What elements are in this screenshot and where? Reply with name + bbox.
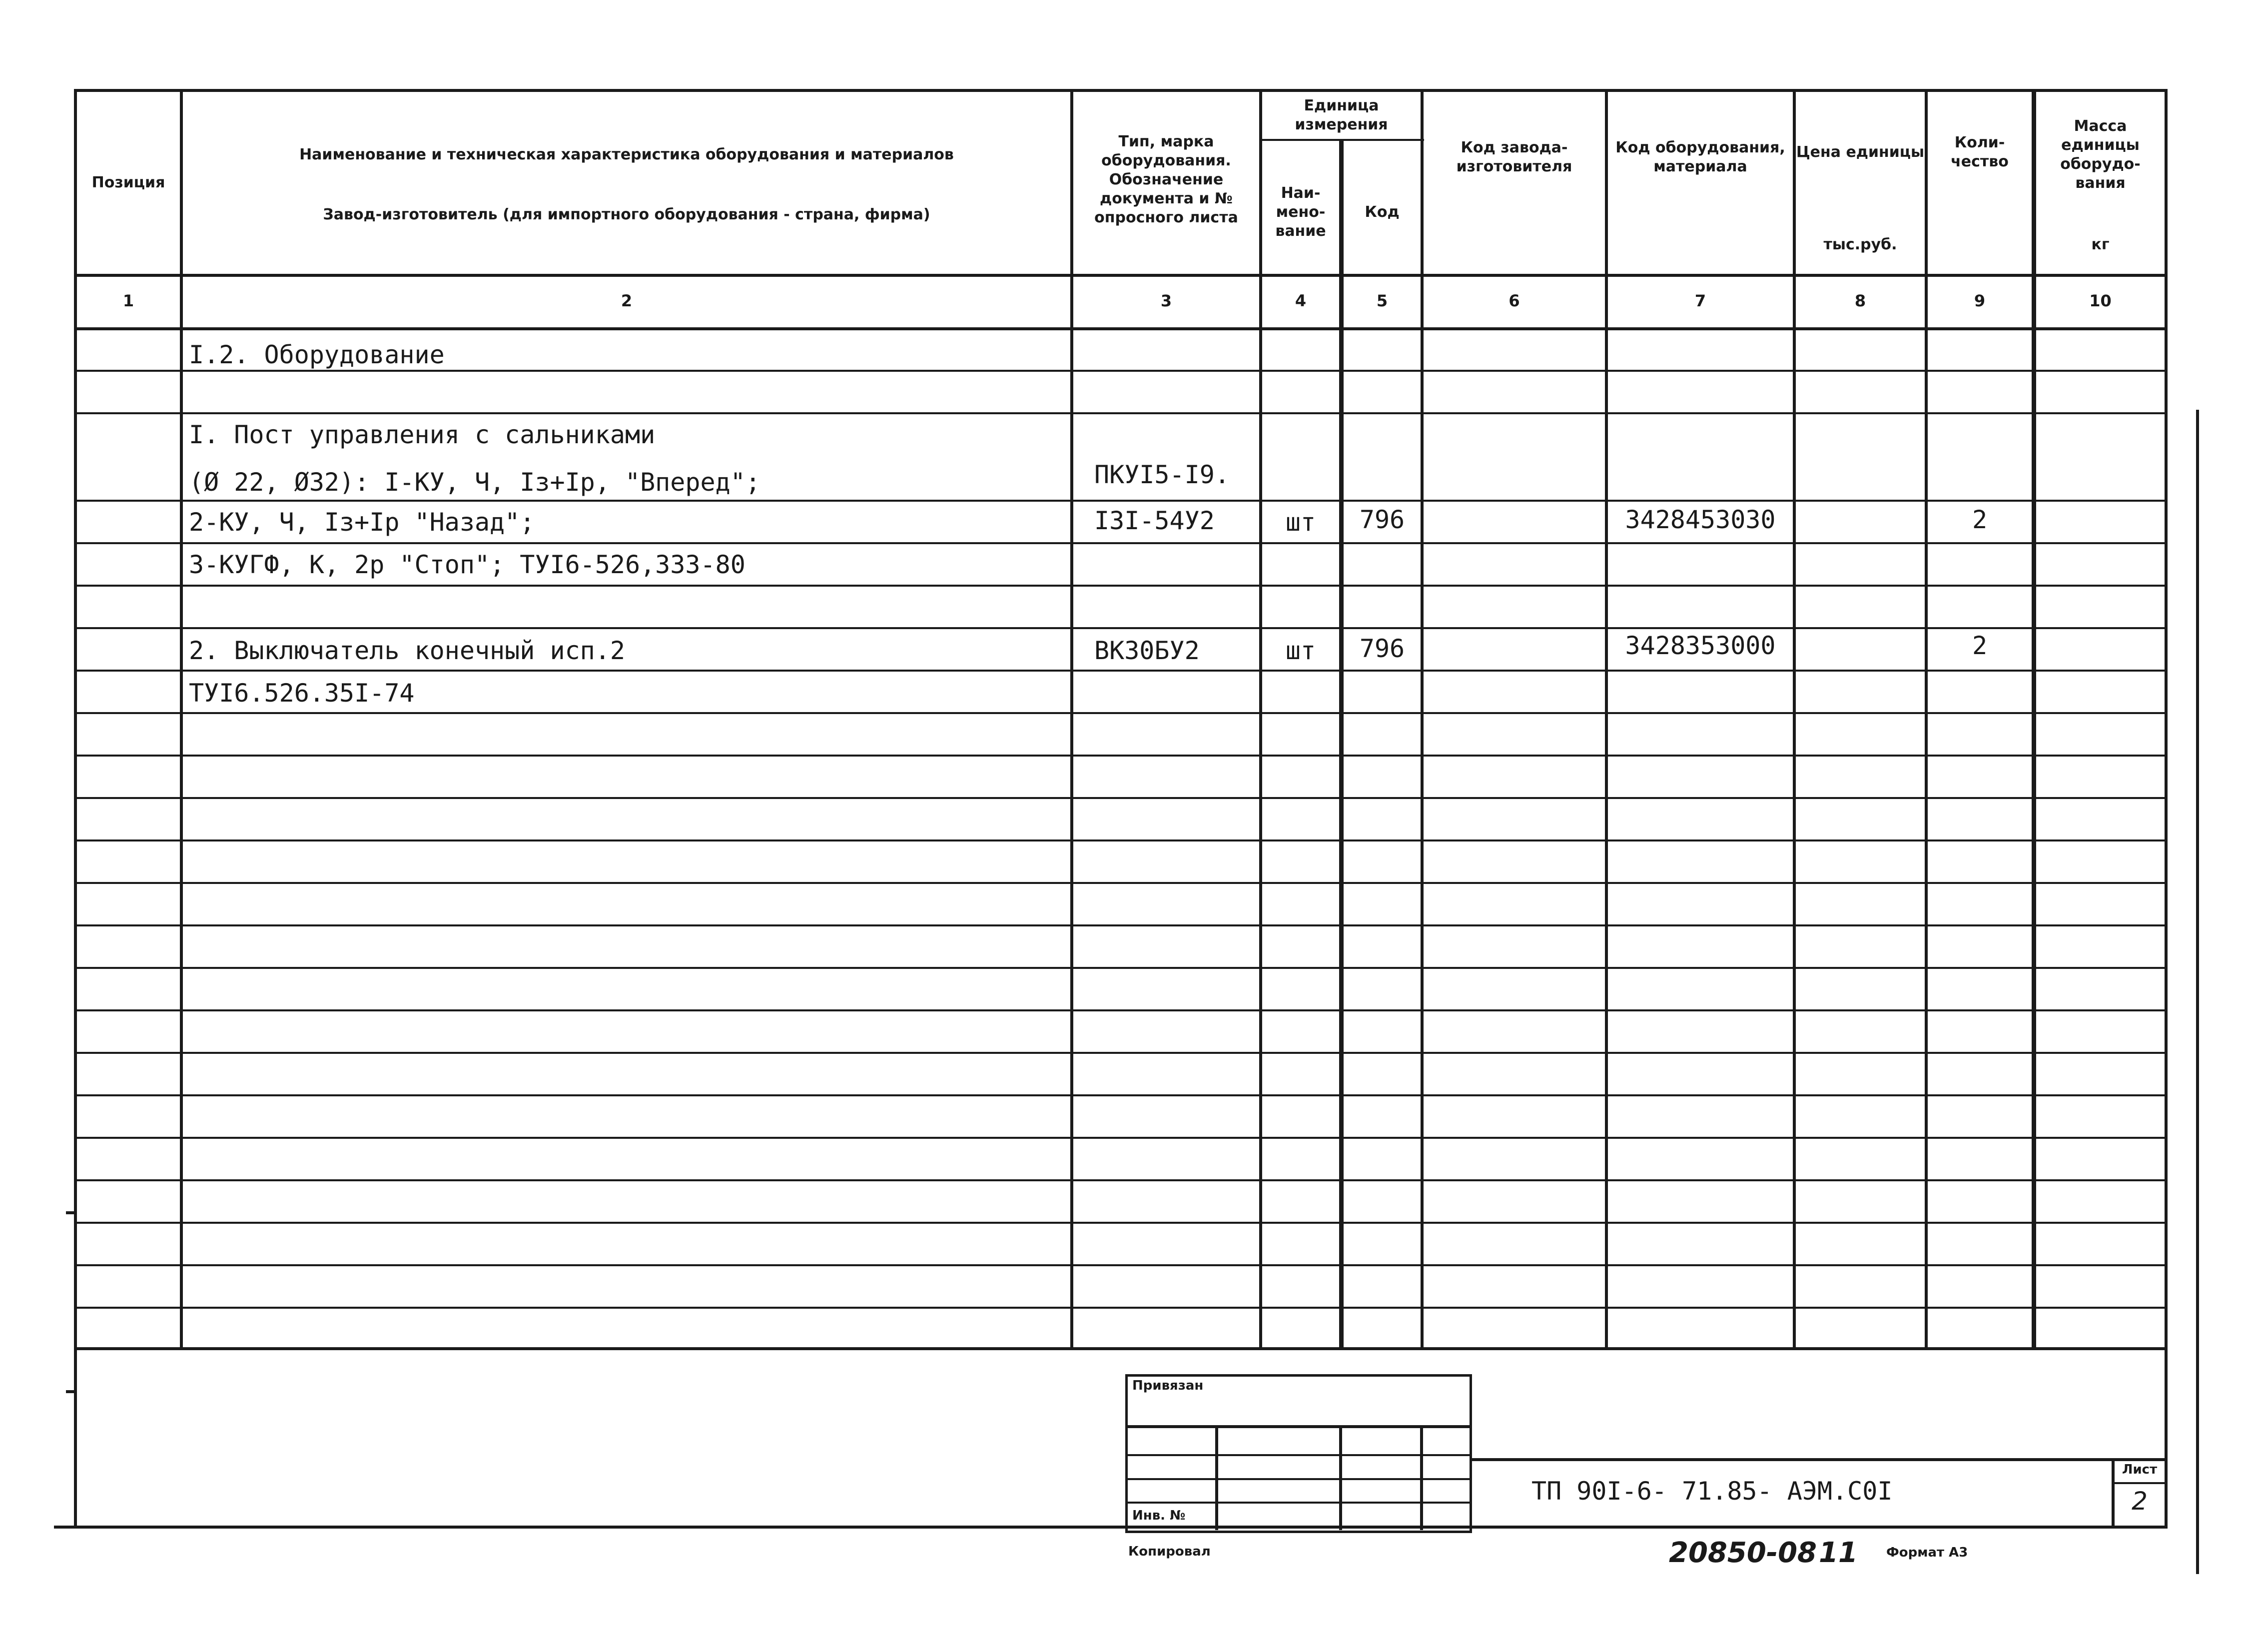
row-line <box>74 1222 2168 1224</box>
item1-unit-name: шт <box>1285 508 1316 537</box>
stamp-inv-label: Инв. № <box>1132 1508 1186 1523</box>
row-line <box>74 1009 2168 1011</box>
col-line <box>1421 89 1424 1350</box>
item1-quantity: 2 <box>1972 505 1988 534</box>
item1-type-line1: ПКУI5-I9. <box>1094 460 1230 489</box>
row-line <box>74 755 2168 757</box>
row-line <box>74 500 2168 502</box>
row-line <box>74 412 2168 414</box>
row-line <box>74 882 2168 884</box>
row-line <box>74 839 2168 841</box>
sheet-col-line <box>2112 1458 2115 1529</box>
stamp-col <box>1420 1425 1423 1530</box>
row-line <box>74 1052 2168 1054</box>
archive-number: 20850-08 <box>1669 1537 1817 1569</box>
item1-line4: 3-КУГФ, К, 2р "Стоп"; ТУI6-526,333-80 <box>189 550 746 579</box>
header-quantity: Коли-чество <box>1951 134 2009 170</box>
row-line <box>74 924 2168 926</box>
margin-tick <box>66 1390 77 1393</box>
header-mass-unit: кг <box>2091 236 2110 253</box>
header-equipment-code: Код оборудования, материала <box>1615 139 1785 175</box>
stamp-col <box>1339 1425 1342 1530</box>
frame-top-line <box>74 89 2168 92</box>
row-line <box>74 1264 2168 1266</box>
item1-type-line2: I3I-54У2 <box>1094 506 1215 535</box>
item1-unit-code: 796 <box>1359 505 1405 534</box>
col-line <box>1605 89 1608 1350</box>
row-line <box>74 712 2168 714</box>
col-number: 10 <box>2089 291 2112 310</box>
sheet-number: 2 <box>2132 1487 2148 1516</box>
item2-unit-name: шт <box>1285 636 1316 665</box>
col-line <box>2032 89 2036 1350</box>
col-number: 5 <box>1376 291 1388 310</box>
frame-bottom-line <box>54 1526 2168 1529</box>
table-bottom-line <box>74 1347 2168 1350</box>
header-name-line2: Завод-изготовитель (для импортного оборудования - страна, фирма) <box>323 206 930 223</box>
archive-suffix: 11 <box>1819 1537 1858 1569</box>
col-number: 3 <box>1160 291 1172 310</box>
header-price-unit: тыс.руб. <box>1823 236 1897 253</box>
row-line <box>74 1094 2168 1096</box>
header-type: Тип, марка оборудования. Обозначение документа и № опросного листа <box>1094 133 1238 226</box>
margin-tick <box>66 1211 77 1214</box>
col-line <box>1070 89 1073 1350</box>
item1-line3: 2-КУ, Ч, Iз+Iр "Назад"; <box>189 508 535 537</box>
margin-line <box>2196 410 2199 1574</box>
row-line <box>74 797 2168 799</box>
col-line <box>180 89 183 1350</box>
section-title: I.2. Оборудование <box>189 340 445 369</box>
row-line <box>74 1307 2168 1309</box>
sheet-split-line <box>2112 1482 2168 1484</box>
format-label: Формат А3 <box>1886 1545 1968 1560</box>
header-name-line1: Наименование и техническая характеристика оборудования и материалов <box>299 146 954 163</box>
row-line <box>74 967 2168 969</box>
header-mass: Масса единицы оборудо-вания <box>2060 117 2141 192</box>
header-position: Позиция <box>91 174 165 191</box>
frame-right-line <box>2165 89 2168 1529</box>
header-manufacturer-code: Код завода-изготовителя <box>1456 139 1572 175</box>
col-number: 1 <box>122 291 134 310</box>
header-unit: Единица измерения <box>1295 97 1388 133</box>
item2-line2: ТУI6.526.35I-74 <box>189 679 415 708</box>
document-number: ТП 90I-6- 71.85- АЭМ.С0I <box>1531 1477 1893 1506</box>
col-line <box>1259 89 1262 1350</box>
item2-type: ВК30БУ2 <box>1094 636 1200 665</box>
col-line <box>1925 89 1928 1350</box>
header-unit-name: Наи-мено-вание <box>1275 184 1326 240</box>
col-number: 8 <box>1854 291 1866 310</box>
item2-equipment-code: 3428353000 <box>1625 631 1776 660</box>
stamp-col <box>1215 1425 1218 1530</box>
col-number: 9 <box>1974 291 1986 310</box>
stamp-title: Привязан <box>1132 1378 1204 1393</box>
sheet-label: Лист <box>2122 1462 2158 1477</box>
col-number: 2 <box>621 291 633 310</box>
item1-line1: I. Пост управления с сальниками <box>189 420 656 449</box>
header-bottom-line <box>74 274 2168 277</box>
row-line <box>74 542 2168 544</box>
col-number: 4 <box>1295 291 1307 310</box>
item1-line2: (Ø 22, Ø32): I-КУ, Ч, Iз+Iр, "Вперед"; <box>189 468 760 497</box>
item2-line1: 2. Выключатель конечный исп.2 <box>189 636 625 665</box>
row-line <box>74 1179 2168 1181</box>
header-unit-code: Код <box>1365 203 1400 221</box>
col-line <box>1339 139 1344 1350</box>
col-number: 6 <box>1508 291 1520 310</box>
col-line <box>1793 89 1796 1350</box>
copied-label: Копировал <box>1128 1544 1211 1559</box>
docno-top-line <box>1472 1458 2168 1461</box>
row-line <box>74 1137 2168 1139</box>
row-line <box>74 670 2168 672</box>
item2-quantity: 2 <box>1972 631 1988 660</box>
item1-equipment-code: 3428453030 <box>1625 505 1776 534</box>
header-price: Цена единицы <box>1796 143 1925 161</box>
row-line <box>74 585 2168 587</box>
item2-unit-code: 796 <box>1359 634 1405 663</box>
numbers-bottom-line <box>74 327 2168 330</box>
col-number: 7 <box>1694 291 1706 310</box>
row-line <box>74 627 2168 629</box>
row-line <box>74 370 2168 372</box>
